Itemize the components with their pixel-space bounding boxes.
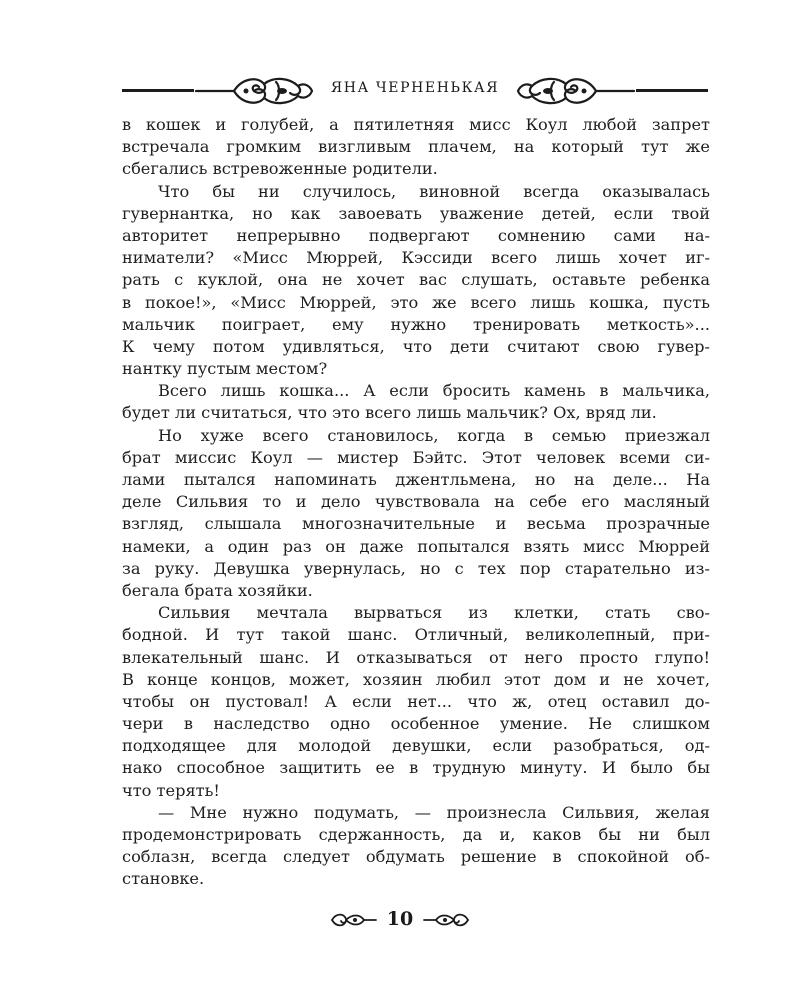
header-title: ЯНА ЧЕРНЕНЬКАЯ [330, 80, 500, 96]
text-line: мальчик поиграет, ему нужно тренировать меткость»... [122, 314, 710, 334]
vine-scroll-ornament-left-icon [194, 72, 314, 110]
text-line: намеки, а один раз он даже попытался взять мисс Мюррей [122, 536, 710, 556]
text-line: авторитет непрерывно подвергают сомнению сами на- [122, 225, 710, 245]
text-line: Что бы ни случилось, виновной всегда оказывалась [158, 181, 710, 201]
text-line: бегала брата хозяйки. [122, 580, 313, 600]
text-line: Но хуже всего становилось, когда в семью приезжал [158, 425, 710, 445]
text-line: Всего лишь кошка... А если бросить камень в мальчика, [158, 381, 710, 401]
text-line: в кошек и голубей, а пятилетняя мисс Коул любой запрет [122, 115, 710, 134]
text-line: встречала громким визгливым плачем, на который тут же [122, 137, 710, 157]
page-footer [330, 905, 470, 935]
header-rule-left [122, 89, 194, 92]
page-number: 10 [386, 908, 414, 930]
text-line: нако способное защитить ее в трудную минуту. И было бы [122, 758, 710, 778]
text-line: деле Сильвия то и дело чувствовала на себе его масляный [122, 492, 710, 512]
text-line: брат миссис Коул — мистер Бэйтс. Этот человек всеми си- [122, 447, 710, 467]
text-line: рать с куклой, она не хочет вас слушать, оставьте ребенка [122, 270, 710, 290]
header-rule-right [636, 89, 708, 92]
text-line: Сильвия мечтала вырваться из клетки, стать сво- [158, 603, 710, 623]
small-scroll-ornament-right-icon [422, 910, 470, 930]
text-line: — Мне нужно подумать, — произнесла Сильвия, желая [158, 802, 710, 822]
text-line: В конце концов, может, хозяин любил этот дом и не хочет, [122, 669, 710, 689]
text-line: в покое!», «Мисс Мюррей, это же всего лишь кошка, пусть [122, 292, 710, 312]
vine-scroll-ornament-right-icon [516, 72, 636, 110]
text-line: К чему потом удивляться, что дети считают свою гувер- [122, 336, 710, 356]
text-line: гувернантка, но как завоевать уважение детей, если твой [122, 203, 710, 223]
text-line: чери в наследство одно особенное умение. Не слишком [122, 714, 710, 734]
text-line: сбегались встревоженные родители. [122, 159, 438, 179]
text-line: будет ли считаться, что это всего лишь мальчик? Ох, вряд ли. [122, 403, 657, 423]
text-line: взгляд, слышала многозначительные и весьма прозрачные [122, 514, 710, 534]
body-text [122, 114, 710, 891]
small-scroll-ornament-left-icon [330, 910, 378, 930]
text-line: подходящее для молодой девушки, если разобраться, од- [122, 736, 710, 756]
text-line: ниматели? «Мисс Мюррей, Кэссиди всего лишь хочет иг- [122, 248, 710, 268]
text-line: влекательный шанс. И отказываться от него просто глупо! [122, 647, 710, 667]
text-line: продемонстрировать сдержанность, да и, каков бы ни был [122, 825, 710, 844]
text-line: чтобы он пустовал! А если нет... что ж, отец оставил до- [122, 691, 710, 711]
text-line: бодной. И тут такой шанс. Отличный, великолепный, при- [122, 625, 710, 645]
text-line: за руку. Девушка увернулась, но с тех пор старательно из- [122, 558, 710, 578]
running-header [122, 68, 708, 114]
text-line: лами пытался напоминать джентльмена, но на деле... На [122, 470, 710, 489]
text-line: становке. [122, 869, 205, 889]
text-line: соблазн, всегда следует обдумать решение в спокойной об- [122, 847, 710, 867]
text-line: что терять! [122, 780, 220, 800]
text-line: нантку пустым местом? [122, 359, 328, 379]
